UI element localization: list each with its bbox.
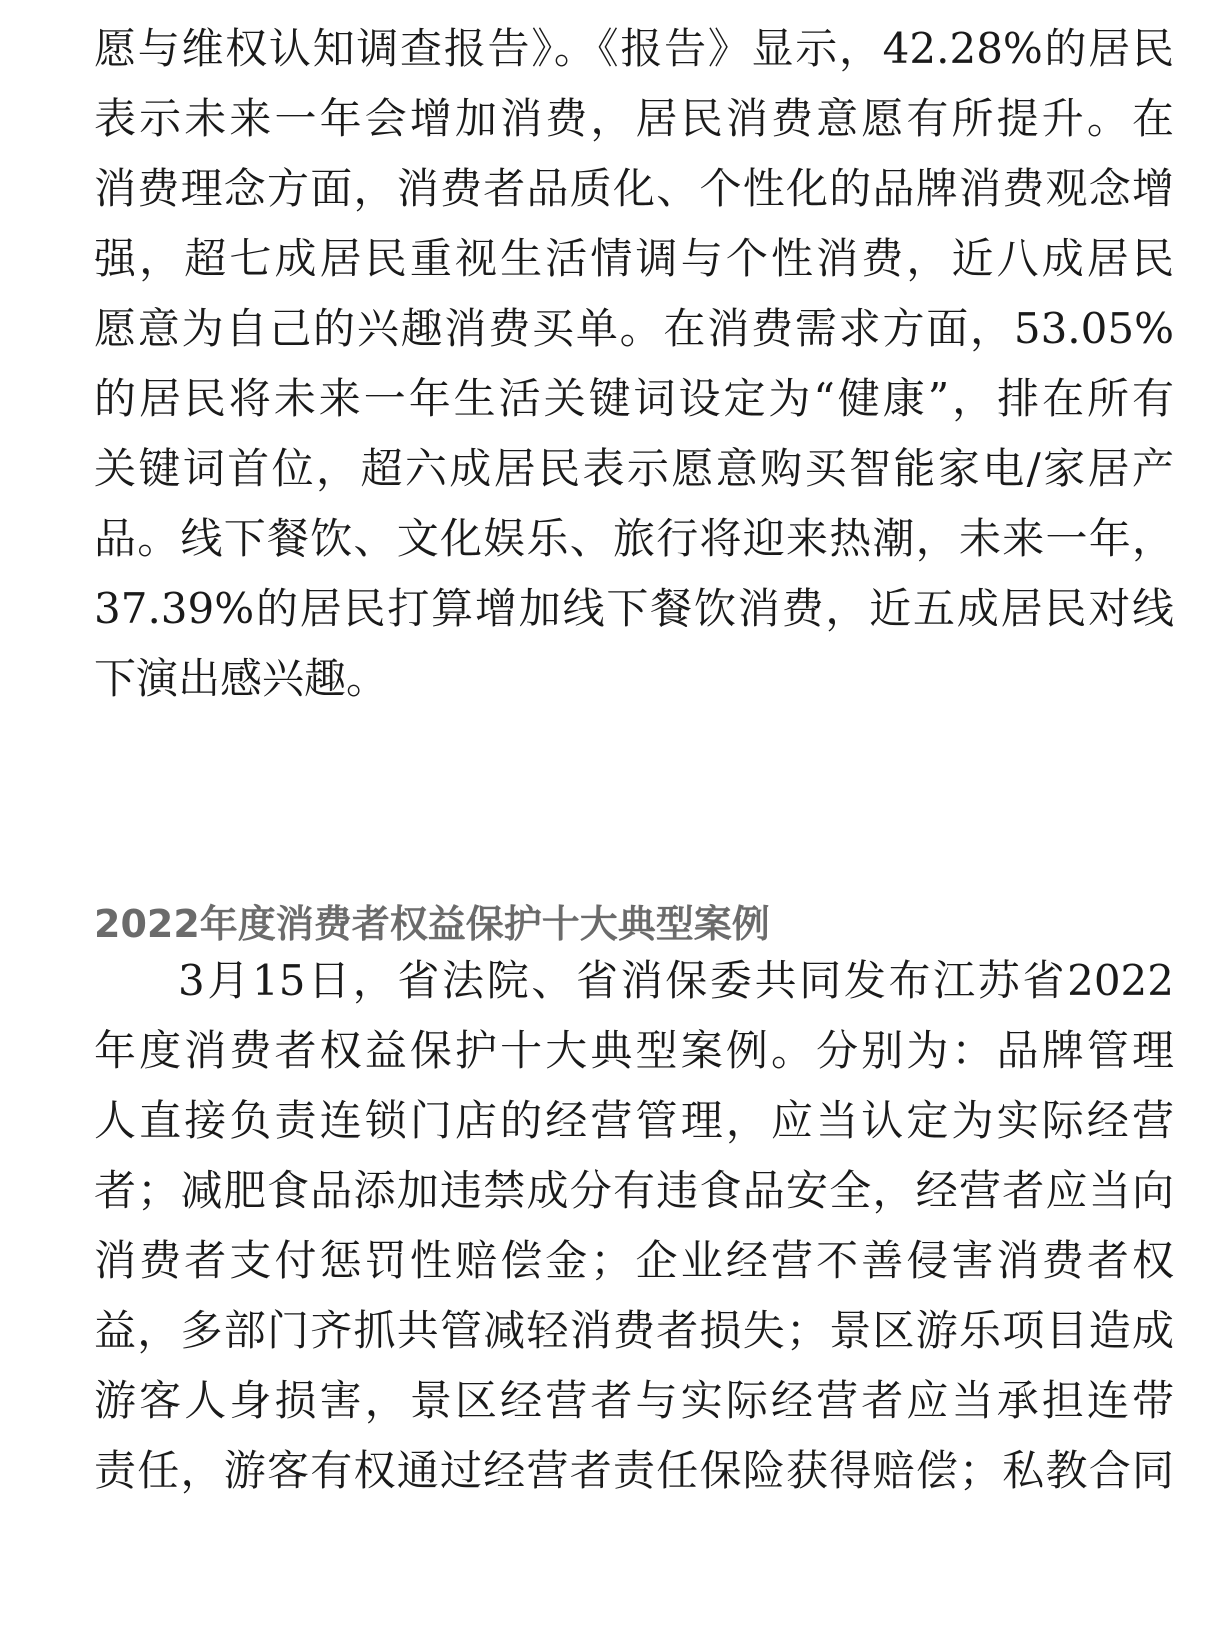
text-line: 关键词首位，超六成居民表示愿意购买智能家电/家居产	[94, 444, 1174, 493]
text-line: 者；减肥食品添加违禁成分有违食品安全，经营者应当向	[94, 1166, 1174, 1215]
text-line: 品。线下餐饮、文化娱乐、旅行将迎来热潮，未来一年，	[94, 514, 1174, 563]
text-line: 3月15日，省法院、省消保委共同发布江苏省2022	[178, 956, 1174, 1005]
text-line: 益，多部门齐抓共管减轻消费者损失；景区游乐项目造成	[94, 1306, 1174, 1355]
paragraph-typical-cases	[94, 946, 1174, 1506]
text-line: 下演出感兴趣。	[94, 654, 389, 703]
text-line: 愿与维权认知调查报告》。《报告》显示，42.28%的居民	[94, 24, 1174, 73]
paragraph-consumer-survey	[94, 14, 1174, 714]
text-line: 消费理念方面，消费者品质化、个性化的品牌消费观念增	[94, 164, 1174, 213]
text-line: 消费者支付惩罚性赔偿金；企业经营不善侵害消费者权	[94, 1236, 1174, 1285]
text-line: 强，超七成居民重视生活情调与个性消费，近八成居民	[94, 234, 1174, 283]
text-line: 37.39%的居民打算增加线下餐饮消费，近五成居民对线	[94, 584, 1174, 633]
text-line: 人直接负责连锁门店的经营管理，应当认定为实际经营	[94, 1096, 1174, 1145]
section-heading: 2022年度消费者权益保护十大典型案例	[94, 902, 770, 946]
text-line: 年度消费者权益保护十大典型案例。分别为：品牌管理	[94, 1026, 1174, 1075]
text-line: 愿意为自己的兴趣消费买单。在消费需求方面，53.05%	[94, 304, 1174, 353]
text-line: 表示未来一年会增加消费，居民消费意愿有所提升。在	[94, 94, 1174, 143]
text-line: 的居民将未来一年生活关键词设定为“健康”，排在所有	[94, 374, 1174, 423]
text-line: 责任，游客有权通过经营者责任保险获得赔偿；私教合同	[94, 1446, 1174, 1495]
text-line: 游客人身损害，景区经营者与实际经营者应当承担连带	[94, 1376, 1174, 1425]
